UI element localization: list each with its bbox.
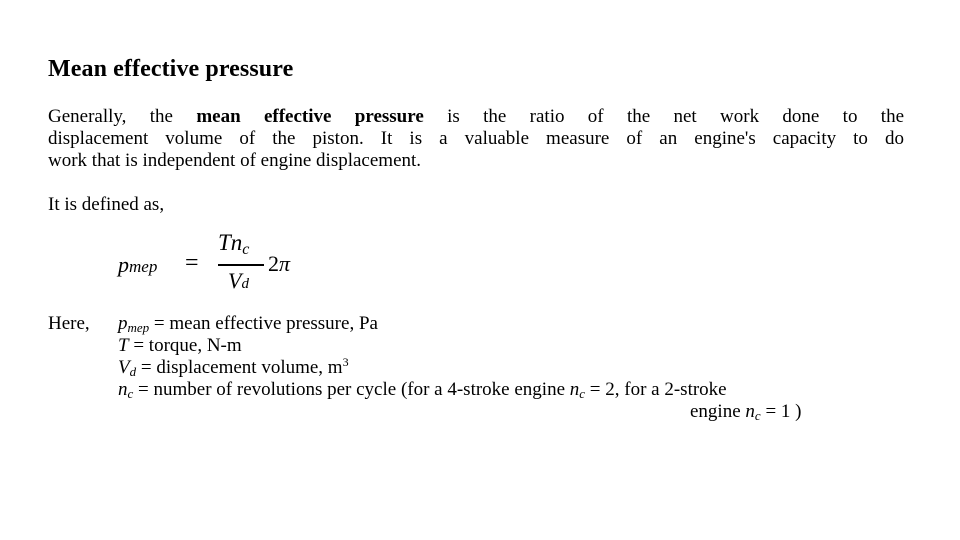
fraction-bar xyxy=(218,264,264,266)
page-title: Mean effective pressure xyxy=(48,56,294,82)
nc-cont-post: = 1 ) xyxy=(760,401,802,422)
vd-superscript: 3 xyxy=(342,355,349,369)
nc-cont-pre: engine xyxy=(690,401,746,422)
definition-vd xyxy=(118,357,908,379)
intro-line-1-pre: Generally, the xyxy=(48,106,173,127)
nc-text-b: = 2, for a 2-stroke xyxy=(585,379,727,400)
intro-bold-term: mean effective pressure xyxy=(196,106,424,127)
definition-torque xyxy=(118,335,908,357)
mep-equation xyxy=(118,230,378,300)
fraction-denominator xyxy=(228,268,249,294)
nc-symbol: n xyxy=(118,379,128,400)
pmep-symbol: p xyxy=(118,313,128,334)
nc-text-a: = number of revolutions per cycle (for a 4-stroke engine xyxy=(133,379,570,400)
nc-symbol-2: n xyxy=(569,379,580,400)
factor-symbol: π xyxy=(279,251,291,276)
equation-equals: = xyxy=(185,250,199,276)
torque-text: = torque, N-m xyxy=(128,335,242,356)
pmep-subscript: mep xyxy=(127,320,150,335)
denominator-symbol: V xyxy=(228,268,242,293)
intro-line-1 xyxy=(48,106,904,128)
intro-line-2: displacement volume of the piston. It is a valuable measure of an engine's capacity to do xyxy=(48,128,904,149)
intro-line-3: work that is independent of engine displacement. xyxy=(48,150,422,171)
factor-number: 2 xyxy=(268,251,279,276)
nc-subscript: c xyxy=(127,386,134,401)
pmep-text: = mean effective pressure, Pa xyxy=(149,313,378,334)
nc-subscript-3: c xyxy=(754,408,761,423)
numerator-subscript: c xyxy=(242,241,250,258)
here-label: Here, xyxy=(48,313,90,334)
vd-symbol: V xyxy=(118,357,130,378)
numerator-symbol: Tn xyxy=(218,230,243,255)
vd-text: = displacement volume, m xyxy=(136,357,343,378)
definition-nc xyxy=(118,379,908,401)
definition-pmep xyxy=(118,313,908,335)
lhs-symbol: p xyxy=(118,252,129,277)
vd-subscript: d xyxy=(129,364,137,379)
intro-paragraph xyxy=(48,106,904,172)
nc-symbol-3: n xyxy=(745,401,755,422)
defined-as-text: It is defined as, xyxy=(48,194,165,215)
intro-line-1-post: is the ratio of the net work done to the xyxy=(447,106,905,127)
lhs-subscript: mep xyxy=(129,257,158,276)
denominator-subscript: d xyxy=(241,276,249,292)
fraction-numerator xyxy=(218,230,249,259)
nc-subscript-2: c xyxy=(579,386,586,401)
definitions-list xyxy=(118,313,908,423)
torque-symbol: T xyxy=(118,335,129,356)
definition-nc-continued xyxy=(118,401,908,423)
equation-lhs xyxy=(118,252,157,278)
equation-factor xyxy=(268,251,290,277)
